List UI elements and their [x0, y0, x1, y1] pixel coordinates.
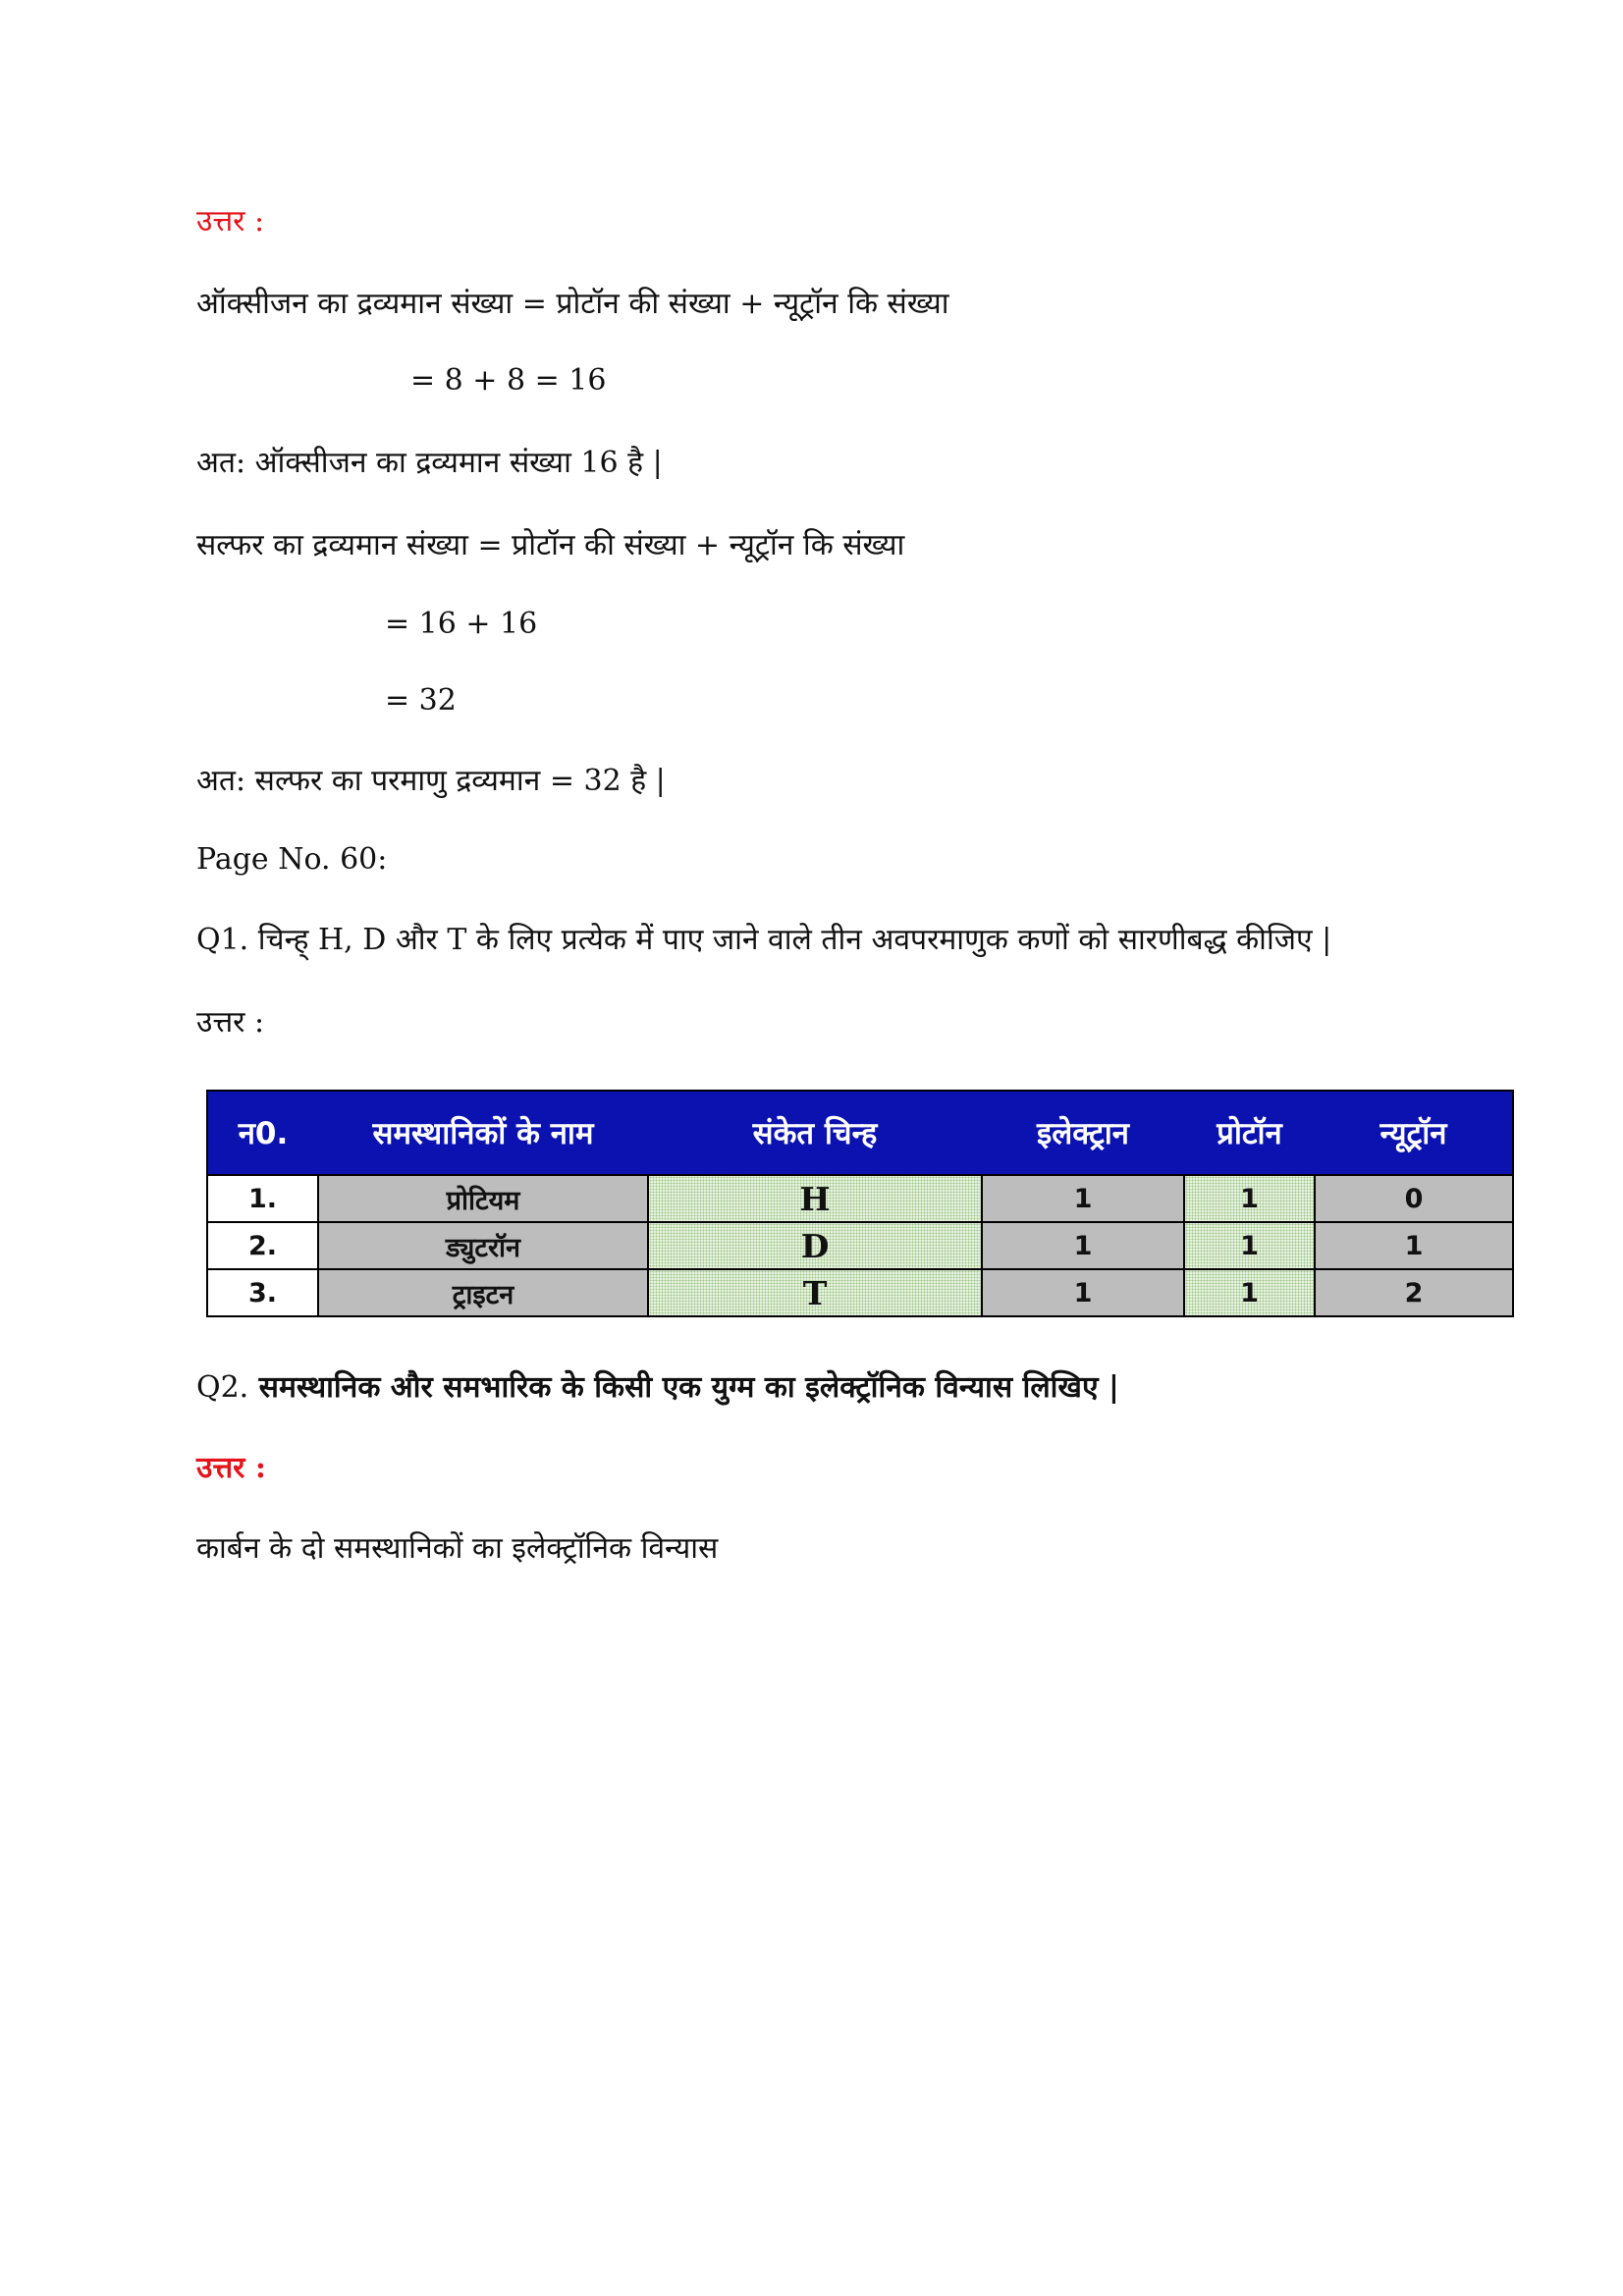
header-symbol: संकेत चिन्ह — [648, 1091, 982, 1175]
cell-proton: 1 — [1184, 1222, 1315, 1269]
question-1: Q1. चिन्ह् H, D और T के लिए प्रत्येक में पाए जाने वाले तीन अवपरमाणुक कणों को सारणीबद्ध कीजिए | — [196, 923, 1332, 957]
cell-neutron: 1 — [1315, 1222, 1513, 1269]
sulfur-calculation-1: = 16 + 16 — [385, 607, 538, 641]
page-number: Page No. 60: — [196, 842, 388, 877]
sulfur-calculation-2: = 32 — [385, 683, 457, 718]
table-row — [207, 1269, 1513, 1316]
oxygen-result: अत: ऑक्सीजन का द्रव्यमान संख्या 16 है | — [196, 446, 663, 480]
answer-label-2: उत्तर : — [196, 1005, 265, 1040]
question-2 — [196, 1368, 1119, 1408]
oxygen-calculation: = 8 + 8 = 16 — [410, 363, 607, 398]
oxygen-mass-formula: ऑक्सीजन का द्रव्यमान संख्या = प्रोटॉन की संख्या + न्यूट्रॉन कि संख्या — [196, 287, 949, 321]
cell-electron: 1 — [982, 1222, 1184, 1269]
table-row — [207, 1175, 1513, 1222]
cell-electron: 1 — [982, 1175, 1184, 1222]
header-electron: इलेक्ट्रान — [982, 1091, 1184, 1175]
question-2-text: समस्थानिक और समभारिक के किसी एक युग्म का इलेक्ट्रॉनिक विन्यास लिखिए | — [248, 1370, 1119, 1405]
cell-electron: 1 — [982, 1269, 1184, 1316]
header-neutron: न्यूट्रॉन — [1315, 1091, 1513, 1175]
sulfur-mass-formula: सल्फर का द्रव्यमान संख्या = प्रोटॉन की संख्या + न्यूट्रॉन कि संख्या — [196, 528, 905, 562]
cell-proton: 1 — [1184, 1175, 1315, 1222]
carbon-isotopes-line: कार्बन के दो समस्थानिकों का इलेक्ट्रॉनिक विन्यास — [196, 1531, 719, 1566]
cell-neutron: 0 — [1315, 1175, 1513, 1222]
cell-neutron: 2 — [1315, 1269, 1513, 1316]
cell-symbol: H — [648, 1175, 982, 1222]
cell-number: 2. — [207, 1222, 318, 1269]
cell-name: प्रोटियम — [318, 1175, 648, 1222]
question-2-prefix: Q2. — [196, 1370, 249, 1405]
cell-name: ड्युटरॉन — [318, 1222, 648, 1269]
cell-proton: 1 — [1184, 1269, 1315, 1316]
table-row — [207, 1222, 1513, 1269]
table-header-row — [207, 1091, 1513, 1175]
cell-symbol: D — [648, 1222, 982, 1269]
header-isotope-name: समस्थानिकों के नाम — [318, 1091, 648, 1175]
answer-label-3: उत्तर : — [196, 1451, 266, 1485]
answer-label-1: उत्तर : — [196, 204, 265, 239]
cell-number: 3. — [207, 1269, 318, 1316]
cell-number: 1. — [207, 1175, 318, 1222]
cell-symbol: T — [648, 1269, 982, 1316]
cell-name: ट्राइटन — [318, 1269, 648, 1316]
isotope-table — [206, 1090, 1514, 1317]
header-proton: प्रोटॉन — [1184, 1091, 1315, 1175]
sulfur-result: अत: सल्फर का परमाणु द्रव्यमान = 32 है | — [196, 764, 666, 798]
header-number: न0. — [207, 1091, 318, 1175]
